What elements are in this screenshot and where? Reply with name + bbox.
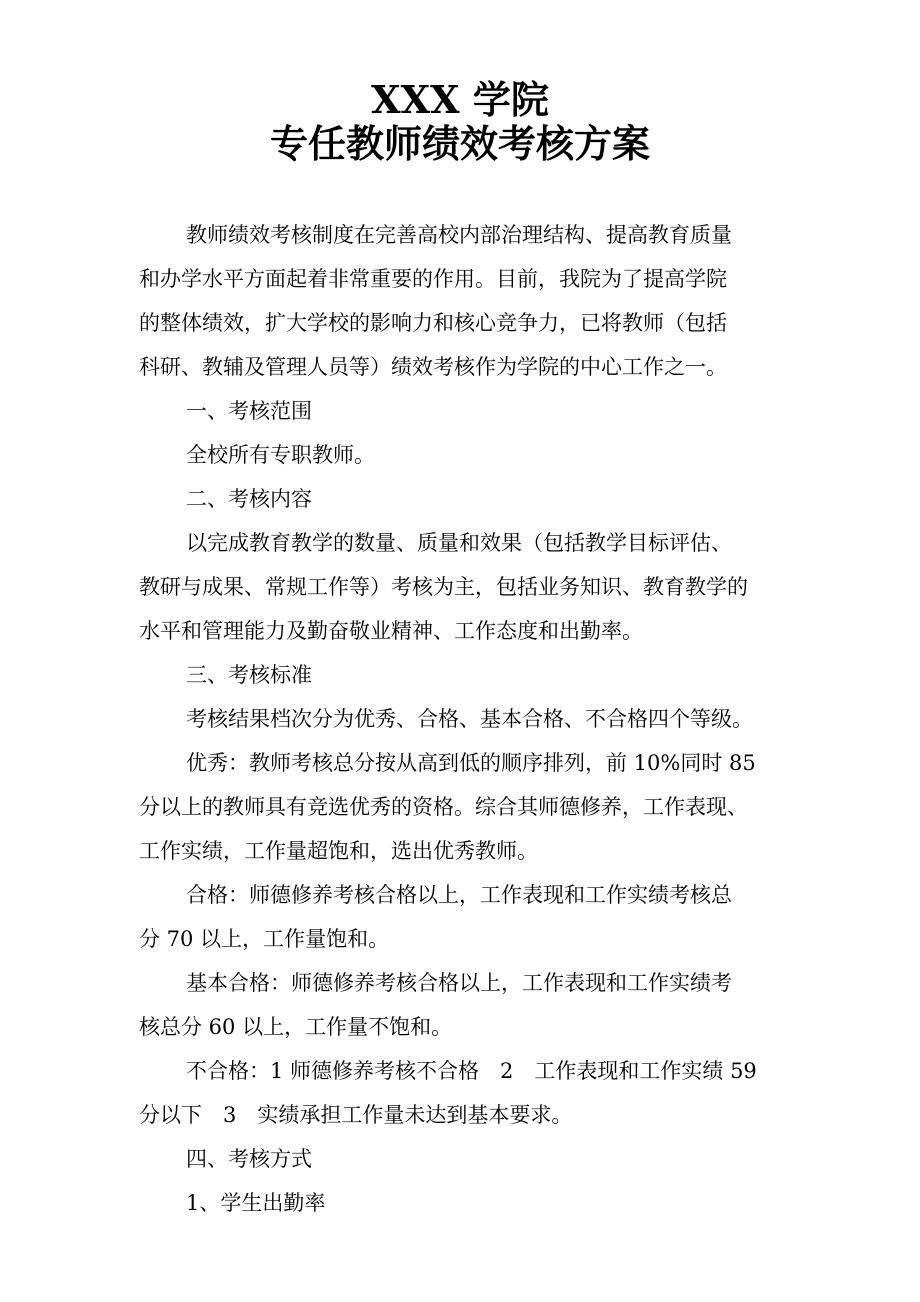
- qualified-line-1: 合格：师德修养考核合格以上，工作表现和工作实绩考核总: [186, 883, 732, 907]
- content-line-1: 以完成教育教学的数量、质量和效果（包括教学目标评估、: [186, 531, 732, 555]
- content-line-2: 教研与成果、常规工作等）考核为主，包括业务知识、教育教学的: [139, 575, 748, 599]
- document-title: XXX 学院: [371, 77, 549, 122]
- excellent-line-3: 工作实绩，工作量超饱和，选出优秀教师。: [139, 839, 538, 863]
- qualified-line-2: 分 70 以上，工作量饱和。: [139, 927, 390, 951]
- standard-intro: 考核结果档次分为优秀、合格、基本合格、不合格四个等级。: [186, 707, 753, 731]
- intro-line-2: 和办学水平方面起着非常重要的作用。目前，我院为了提高学院: [139, 267, 727, 291]
- intro-line-4: 科研、教辅及管理人员等）绩效考核作为学院的中心工作之一。: [139, 355, 727, 379]
- basic-qualified-line-2: 核总分 60 以上，工作量不饱和。: [139, 1015, 453, 1039]
- unqualified-line-2: 分以下 3 实绩承担工作量未达到基本要求。: [139, 1103, 573, 1127]
- method-item-1: 1、学生出勤率: [186, 1191, 326, 1215]
- intro-line-1: 教师绩效考核制度在完善高校内部治理结构、提高教育质量: [186, 223, 732, 247]
- document-subtitle: 专任教师绩效考核方案: [269, 121, 650, 166]
- section-heading-scope: 一、考核范围: [186, 399, 312, 423]
- content-line-3: 水平和管理能力及勤奋敬业精神、工作态度和出勤率。: [139, 619, 643, 643]
- intro-line-3: 的整体绩效，扩大学校的影响力和核心竞争力，已将教师（包括: [139, 311, 727, 335]
- section-heading-method: 四、考核方式: [186, 1147, 312, 1171]
- excellent-line-2: 分以上的教师具有竞选优秀的资格。综合其师德修养，工作表现、: [139, 795, 748, 819]
- section-heading-content: 二、考核内容: [186, 487, 312, 511]
- unqualified-line-1: 不合格：1 师德修养考核不合格 2 工作表现和工作实绩 59: [186, 1059, 757, 1083]
- basic-qualified-line-1: 基本合格：师德修养考核合格以上，工作表现和工作实绩考: [186, 971, 732, 995]
- scope-text: 全校所有专职教师。: [186, 443, 375, 467]
- section-heading-standard: 三、考核标准: [186, 663, 312, 687]
- excellent-line-1: 优秀：教师考核总分按从高到低的顺序排列，前 10%同时 85: [186, 751, 756, 775]
